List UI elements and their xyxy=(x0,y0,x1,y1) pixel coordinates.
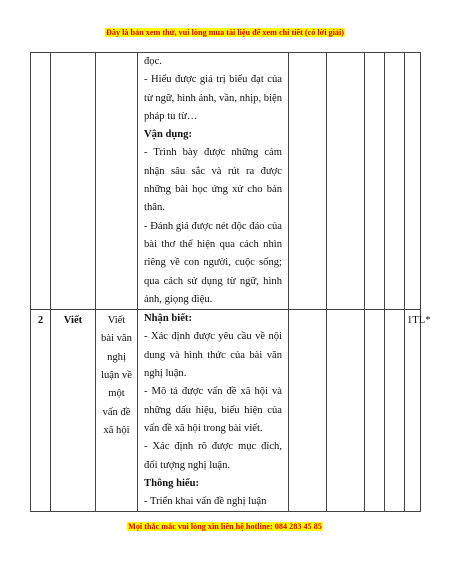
cell-unit xyxy=(96,53,138,310)
cell-description xyxy=(138,53,289,310)
cell-count xyxy=(289,53,327,310)
cell-total xyxy=(405,53,421,310)
table-row xyxy=(31,53,421,310)
cell-count xyxy=(327,310,365,512)
cell-score: 1TL* xyxy=(405,310,421,512)
cell-skill: Viết xyxy=(51,310,96,512)
description-paragraph: - Mô tả được vấn đề xã hội và những dấu hiệu, biểu hiện của vấn đề xã hội trong bài viết. xyxy=(144,386,282,434)
hotline-notice: Mọi thắc mắc vui lòng xin liên hệ hotline: 084 283 45 85 xyxy=(128,522,322,531)
description-paragraph: - Trình bày được những cảm nhận sâu sắc và rút ra được những bài học ứng xử cho bản thân. xyxy=(144,147,282,214)
description-paragraph: - Hiểu được giá trị biểu đạt của từ ngữ, hình ảnh, vần, nhịp, biện pháp tu từ… xyxy=(144,74,283,122)
section-heading: Vận dụng: xyxy=(144,129,192,141)
cell-count xyxy=(327,53,365,310)
cell-number xyxy=(31,53,51,310)
description-paragraph: đọc. xyxy=(144,56,162,67)
preview-notice: Đây là bản xem thử, vui lòng mua tài liệu để xem chi tiết (có lời giải) xyxy=(105,28,344,37)
cell-count xyxy=(289,310,327,512)
section-heading: Nhận biết: xyxy=(144,313,192,325)
cell-count xyxy=(385,53,405,310)
section-heading: Thông hiểu: xyxy=(144,477,200,489)
description-paragraph: - Triển khai vấn đề nghị luận xyxy=(144,496,267,508)
cell-count xyxy=(365,53,385,310)
cell-unit: Viết bài văn nghị luận về một vấn đề xã hội xyxy=(96,310,138,512)
cell-skill xyxy=(51,53,96,310)
cell-number: 2 xyxy=(31,310,51,512)
description-paragraph: - Xác định được yêu cầu về nội dung và hình thức của bài văn nghị luận. xyxy=(144,331,282,380)
description-paragraph: - Đánh giá được nét độc đáo của bài thơ thể hiện qua cách nhìn riêng về con người, cuộc sống; qua cách sử dụng từ ngữ, hình ảnh, giọng điệu. xyxy=(144,220,282,305)
cell-count xyxy=(385,310,405,512)
exam-matrix-table xyxy=(30,52,431,512)
cell-description xyxy=(138,310,289,512)
description-paragraph: - Xác định rõ được mục đích, đối tượng nghị luận. xyxy=(144,441,282,471)
cell-count xyxy=(365,310,385,512)
table-row xyxy=(31,310,421,512)
